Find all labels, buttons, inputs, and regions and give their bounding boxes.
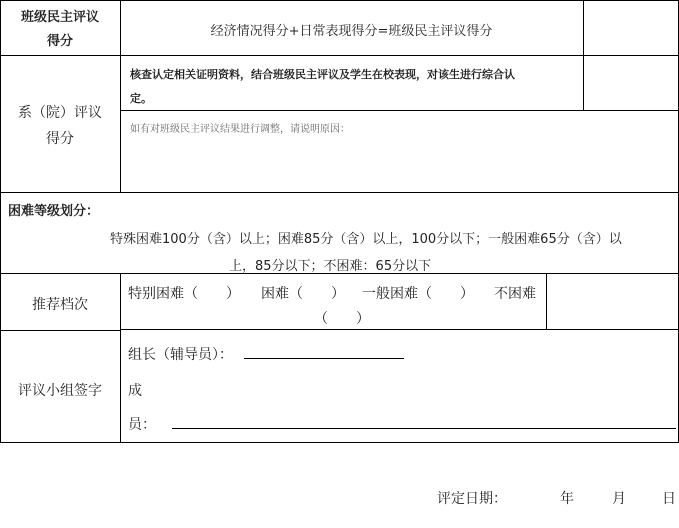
label-line: 得分: [46, 34, 73, 49]
row-divider: [0, 55, 679, 56]
note-line: 定。: [130, 92, 152, 105]
row-divider: [120, 329, 679, 330]
members-label-1: 成: [128, 383, 142, 399]
option-general-difficulty[interactable]: 一般困难（ ）: [362, 286, 474, 302]
option-not-difficult[interactable]: 不困难: [494, 286, 536, 302]
row-divider: [0, 192, 679, 193]
leader-signature-line[interactable]: [244, 358, 404, 359]
date-label: 评定日期：: [437, 491, 507, 507]
label-line: 系（院）评议: [18, 105, 102, 121]
label-line: 班级民主评议: [20, 10, 99, 25]
date-year: 年: [560, 491, 574, 507]
table-border-bottom: [0, 442, 679, 443]
leader-label: 组长（辅导员）：: [128, 347, 233, 363]
recommend-label: 推荐档次: [32, 297, 88, 313]
members-label-2: 员：: [128, 417, 156, 433]
committee-sign-label: 评议小组签字: [18, 383, 102, 399]
grading-rule-line1: 特殊困难100分（含）以上；困难85分（含）以上，100分以下；一般困难65分（含）以: [110, 232, 622, 247]
grading-title: 困难等级划分：: [8, 204, 100, 219]
option-not-difficult-paren[interactable]: （ ）: [314, 311, 370, 327]
members-signature-line[interactable]: [172, 428, 676, 429]
label-line: 得分: [46, 131, 74, 147]
date-month: 月: [612, 491, 626, 507]
table-border-top: [0, 0, 679, 1]
col-divider: [546, 273, 547, 330]
table-border-left: [0, 0, 1, 443]
row-divider: [0, 330, 120, 331]
col-divider: [120, 273, 121, 443]
grading-rule-line2: 上，85分以下；不困难：65分以下: [229, 259, 432, 274]
department-evaluation-label: [0, 100, 120, 152]
score-formula: 经济情况得分+日常表现得分=班级民主评议得分: [210, 24, 493, 39]
class-evaluation-label: [0, 6, 120, 54]
note-line: 核查认定相关证明资料，结合班级民主评议及学生在校表现，对该生进行综合认: [130, 68, 515, 81]
date-day: 日: [662, 491, 676, 507]
option-difficulty[interactable]: 困难（ ）: [261, 286, 345, 302]
verification-note: [130, 63, 580, 111]
col-divider: [583, 0, 584, 110]
adjustment-prompt: 如有对班级民主评议结果进行调整，请说明原因：: [130, 124, 350, 135]
option-special-difficulty[interactable]: 特别困难（ ）: [128, 286, 240, 302]
